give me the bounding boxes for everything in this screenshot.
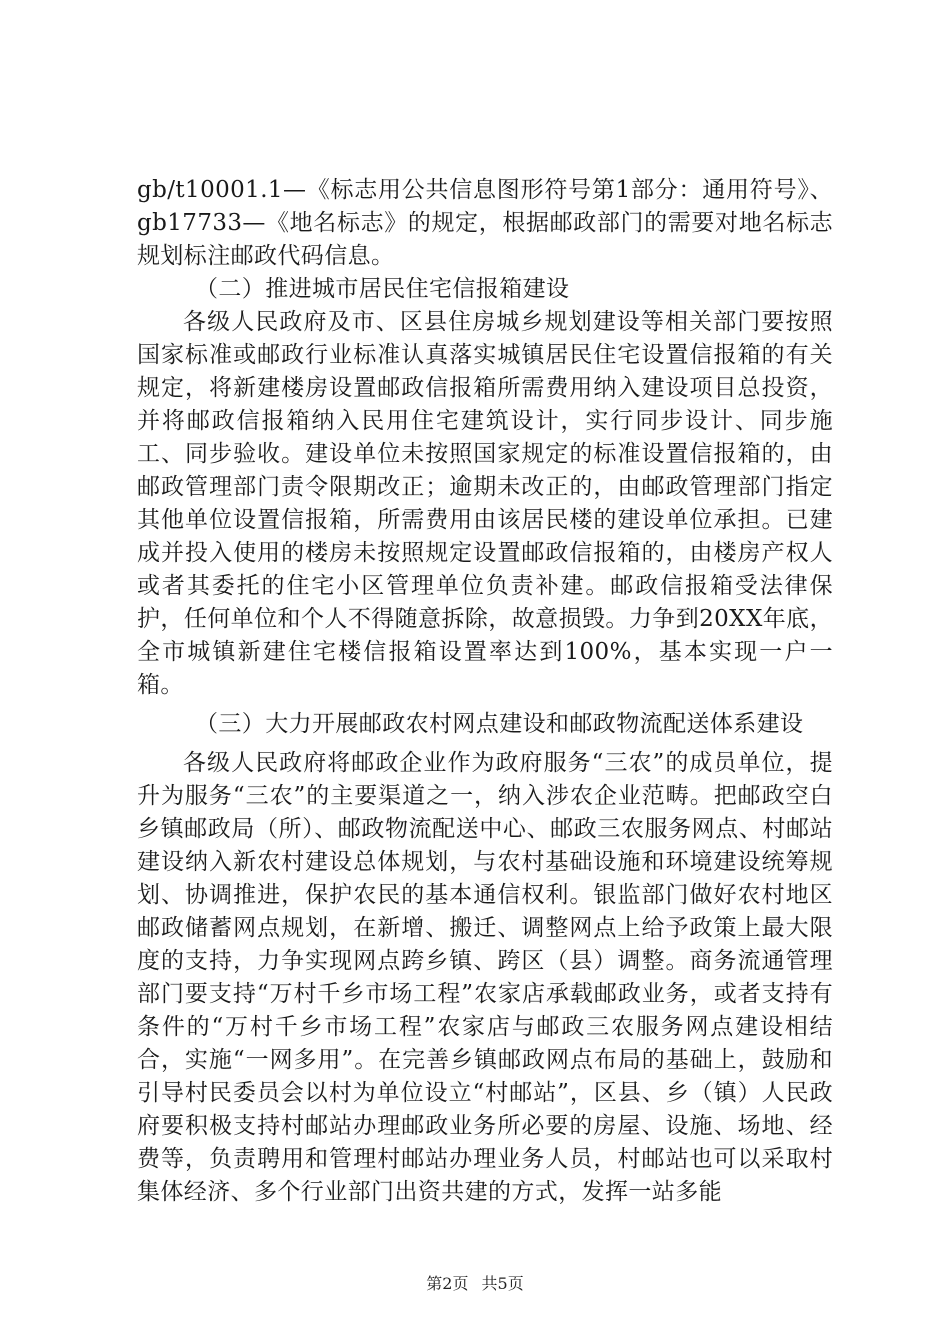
page-number: 第2页	[426, 1274, 469, 1293]
page-total: 共5页	[481, 1274, 524, 1293]
document-body	[137, 174, 833, 1209]
page-footer	[0, 1271, 950, 1294]
paragraph-rural: 各级人民政府将邮政企业作为政府服务“三农”的成员单位，提升为服务“三农”的主要渠道之一，纳入涉农企业范畴。把邮政空白乡镇邮政局（所）、邮政物流配送中心、邮政三农服务网点、村邮站建设纳入新农村建设总体规划，与农村基础设施和环境建设统筹规划、协调推进，保护农民的基本通信权利。银监部门做好农村地区邮政储蓄网点规划，在新增、搬迁、调整网点上给予政策上最大限度的支持，力争实现网点跨乡镇、跨区（县）调整。商务流通管理部门要支持“万村千乡市场工程”农家店承载邮政业务，或者支持有条件的“万村千乡市场工程”农家店与邮政三农服务网点建设相结合，实施“一网多用”。在完善乡镇邮政网点布局的基础上，鼓励和引导村民委员会以村为单位设立“村邮站”，区县、乡（镇）人民政府要积极支持村邮站办理邮政业务所必要的房屋、设施、场地、经费等，负责聘用和管理村邮站办理业务人员，村邮站也可以采取村集体经济、多个行业部门出资共建的方式，发挥一站多能	[137, 750, 833, 1205]
section-heading-rural: （三）大力开展邮政农村网点建设和邮政物流配送体系建设	[195, 711, 804, 737]
paragraph-mailbox: 各级人民政府及市、区县住房城乡规划建设等相关部门要按照国家标准或邮政行业标准认真落实城镇居民住宅设置信报箱的有关规定，将新建楼房设置邮政信报箱所需费用纳入建设项目总投资，并将邮政信报箱纳入民用住宅建筑设计，实行同步设计、同步施工、同步验收。建设单位未按照国家规定的标准设置信报箱的，由邮政管理部门责令限期改正；逾期未改正的，由邮政管理部门指定其他单位设置信报箱，所需费用由该居民楼的建设单位承担。已建成并投入使用的楼房未按照规定设置邮政信报箱的，由楼房产权人或者其委托的住宅小区管理单位负责补建。邮政信报箱受法律保护，任何单位和个人不得随意拆除，故意损毁。力争到20XX年底，全市城镇新建住宅楼信报箱设置率达到100%，基本实现一户一箱。	[137, 309, 833, 698]
section-heading-mailbox: （二）推进城市居民住宅信报箱建设	[195, 276, 570, 302]
paragraph-standards: gb/t10001.1—《标志用公共信息图形符号第1部分：通用符号》、gb17733—《地名标志》的规定，根据邮政部门的需要对地名标志规划标注邮政代码信息。	[137, 177, 833, 269]
